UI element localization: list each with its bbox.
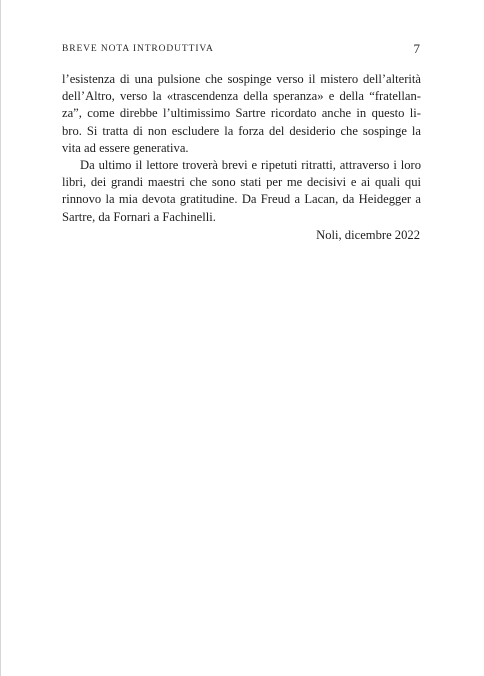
paragraph-2 [62, 157, 421, 226]
text-line: rinnovo la mia devota gratitudine. Da Freud a Lacan, da Heidegger a [62, 192, 421, 207]
text-line: l’esistenza di una pulsione che sospinge verso il mistero dell’alterità [62, 72, 421, 86]
body-text [62, 71, 421, 226]
text-line: dell’Altro, verso la «trascendenza della speranza» e della “fratellan- [62, 89, 421, 104]
paragraph-1 [62, 71, 421, 157]
text-line: bro. Si tratta di non escludere la forza del desiderio che sospinge la [62, 123, 421, 138]
text-line: za”, come direbbe l’ultimissimo Sartre ricordato anche in questo li- [62, 106, 421, 121]
page-number: 7 [413, 41, 420, 56]
signature: Noli, dicembre 2022 [316, 228, 420, 242]
running-head: BREVE NOTA INTRODUTTIVA [62, 44, 214, 54]
page-edge [0, 0, 1, 676]
text-line: libri, dei grandi maestri che sono stati per me decisivi e ai quali qui [62, 175, 421, 190]
text-line: vita ad essere generativa. [62, 140, 189, 155]
text-line: Da ultimo il lettore troverà brevi e ripetuti ritratti, attraverso i loro [80, 158, 421, 173]
text-line: Sartre, da Fornari a Fachinelli. [62, 209, 216, 224]
